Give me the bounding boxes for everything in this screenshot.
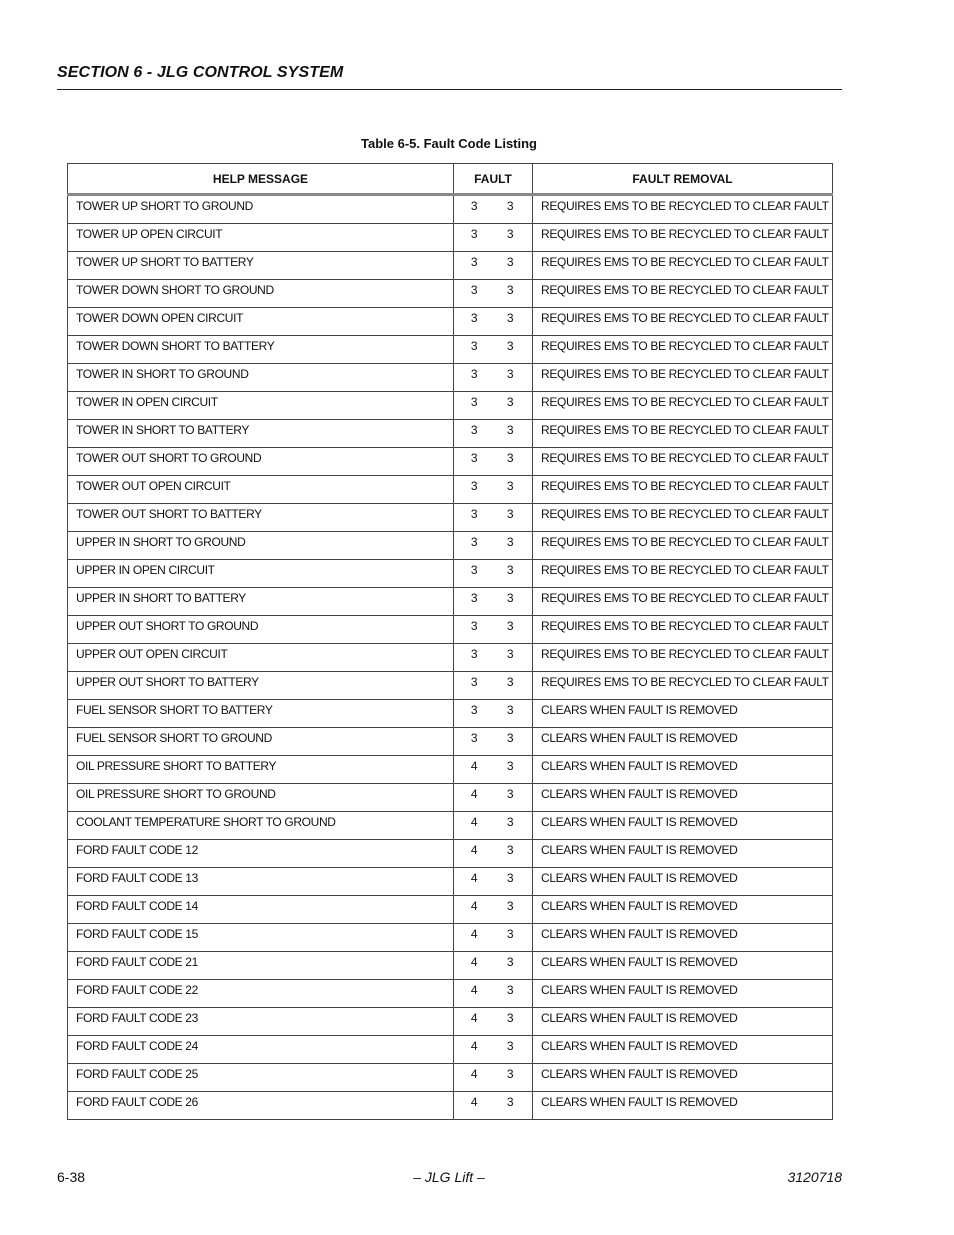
- page-number: 6-38: [57, 1169, 86, 1185]
- fault-flash-second: 3: [506, 675, 514, 689]
- fault-cell: [454, 1064, 533, 1092]
- fault-flash-first: 3: [470, 619, 478, 633]
- table-row: [68, 728, 833, 756]
- fault-removal-cell: REQUIRES EMS TO BE RECYCLED TO CLEAR FAULT: [533, 364, 833, 392]
- table-row: [68, 700, 833, 728]
- fault-flash-first: 4: [470, 1039, 478, 1053]
- fault-removal-cell: REQUIRES EMS TO BE RECYCLED TO CLEAR FAULT: [533, 560, 833, 588]
- help-message-cell: FORD FAULT CODE 25: [68, 1064, 454, 1092]
- table-row: [68, 924, 833, 952]
- fault-flash-second: 3: [506, 759, 514, 773]
- table-row: [68, 588, 833, 616]
- help-message-cell: FUEL SENSOR SHORT TO BATTERY: [68, 700, 454, 728]
- fault-cell: [454, 868, 533, 896]
- fault-removal-cell: REQUIRES EMS TO BE RECYCLED TO CLEAR FAULT: [533, 308, 833, 336]
- help-message-cell: TOWER DOWN SHORT TO BATTERY: [68, 336, 454, 364]
- header-rule: [57, 89, 842, 90]
- fault-flash-second: 3: [506, 647, 514, 661]
- fault-flash-first: 4: [470, 1095, 478, 1109]
- table-row: [68, 1036, 833, 1064]
- fault-flash-first: 3: [470, 339, 478, 353]
- help-message-cell: UPPER IN SHORT TO GROUND: [68, 532, 454, 560]
- fault-removal-cell: CLEARS WHEN FAULT IS REMOVED: [533, 952, 833, 980]
- fault-removal-cell: CLEARS WHEN FAULT IS REMOVED: [533, 896, 833, 924]
- fault-flash-second: 3: [506, 591, 514, 605]
- fault-flash-second: 3: [506, 395, 514, 409]
- fault-cell: [454, 840, 533, 868]
- column-header-fault-removal: FAULT REMOVAL: [533, 164, 833, 195]
- table-header-row: [68, 164, 833, 195]
- help-message-cell: TOWER OUT OPEN CIRCUIT: [68, 476, 454, 504]
- help-message-cell: FORD FAULT CODE 14: [68, 896, 454, 924]
- fault-cell: [454, 672, 533, 700]
- fault-removal-cell: REQUIRES EMS TO BE RECYCLED TO CLEAR FAULT: [533, 672, 833, 700]
- fault-cell: [454, 532, 533, 560]
- fault-flash-second: 3: [506, 871, 514, 885]
- table-row: [68, 336, 833, 364]
- fault-removal-cell: CLEARS WHEN FAULT IS REMOVED: [533, 868, 833, 896]
- fault-cell: [454, 224, 533, 252]
- help-message-cell: FORD FAULT CODE 23: [68, 1008, 454, 1036]
- fault-cell: [454, 392, 533, 420]
- fault-flash-first: 4: [470, 1011, 478, 1025]
- help-message-cell: TOWER IN OPEN CIRCUIT: [68, 392, 454, 420]
- table-row: [68, 896, 833, 924]
- help-message-cell: FORD FAULT CODE 21: [68, 952, 454, 980]
- help-message-cell: UPPER IN OPEN CIRCUIT: [68, 560, 454, 588]
- document-number: 3120718: [787, 1169, 842, 1185]
- section-header: SECTION 6 - JLG CONTROL SYSTEM: [57, 64, 344, 81]
- table-row: [68, 952, 833, 980]
- fault-removal-cell: REQUIRES EMS TO BE RECYCLED TO CLEAR FAULT: [533, 448, 833, 476]
- fault-flash-second: 3: [506, 619, 514, 633]
- fault-removal-cell: REQUIRES EMS TO BE RECYCLED TO CLEAR FAULT: [533, 195, 833, 224]
- help-message-cell: TOWER DOWN SHORT TO GROUND: [68, 280, 454, 308]
- help-message-cell: TOWER IN SHORT TO GROUND: [68, 364, 454, 392]
- table-row: [68, 644, 833, 672]
- help-message-cell: TOWER UP SHORT TO BATTERY: [68, 252, 454, 280]
- fault-flash-second: 3: [506, 339, 514, 353]
- column-header-help-message: HELP MESSAGE: [68, 164, 454, 195]
- help-message-cell: TOWER OUT SHORT TO BATTERY: [68, 504, 454, 532]
- fault-removal-cell: REQUIRES EMS TO BE RECYCLED TO CLEAR FAULT: [533, 392, 833, 420]
- fault-flash-second: 3: [506, 311, 514, 325]
- fault-cell: [454, 812, 533, 840]
- fault-flash-second: 3: [506, 227, 514, 241]
- fault-flash-second: 3: [506, 423, 514, 437]
- table-row: [68, 364, 833, 392]
- fault-flash-first: 4: [470, 899, 478, 913]
- fault-flash-second: 3: [506, 535, 514, 549]
- fault-flash-first: 3: [470, 423, 478, 437]
- fault-flash-first: 4: [470, 759, 478, 773]
- fault-removal-cell: REQUIRES EMS TO BE RECYCLED TO CLEAR FAULT: [533, 616, 833, 644]
- fault-flash-second: 3: [506, 199, 514, 213]
- fault-flash-second: 3: [506, 843, 514, 857]
- fault-flash-first: 3: [470, 227, 478, 241]
- fault-flash-first: 4: [470, 843, 478, 857]
- fault-cell: [454, 784, 533, 812]
- fault-flash-first: 3: [470, 647, 478, 661]
- fault-flash-first: 3: [470, 591, 478, 605]
- fault-flash-first: 4: [470, 927, 478, 941]
- fault-cell: [454, 280, 533, 308]
- help-message-cell: UPPER IN SHORT TO BATTERY: [68, 588, 454, 616]
- fault-cell: [454, 476, 533, 504]
- table-row: [68, 840, 833, 868]
- fault-flash-first: 3: [470, 479, 478, 493]
- table-row: [68, 1064, 833, 1092]
- fault-flash-second: 3: [506, 507, 514, 521]
- help-message-cell: UPPER OUT SHORT TO GROUND: [68, 616, 454, 644]
- fault-cell: [454, 728, 533, 756]
- fault-flash-first: 3: [470, 199, 478, 213]
- fault-flash-second: 3: [506, 1039, 514, 1053]
- fault-removal-cell: REQUIRES EMS TO BE RECYCLED TO CLEAR FAULT: [533, 644, 833, 672]
- fault-removal-cell: REQUIRES EMS TO BE RECYCLED TO CLEAR FAULT: [533, 224, 833, 252]
- fault-flash-first: 3: [470, 507, 478, 521]
- help-message-cell: OIL PRESSURE SHORT TO BATTERY: [68, 756, 454, 784]
- table-row: [68, 980, 833, 1008]
- fault-cell: [454, 420, 533, 448]
- fault-flash-second: 3: [506, 255, 514, 269]
- fault-removal-cell: CLEARS WHEN FAULT IS REMOVED: [533, 784, 833, 812]
- help-message-cell: FORD FAULT CODE 12: [68, 840, 454, 868]
- table-row: [68, 868, 833, 896]
- table-row: [68, 1008, 833, 1036]
- fault-flash-second: 3: [506, 1095, 514, 1109]
- fault-cell: [454, 980, 533, 1008]
- fault-removal-cell: REQUIRES EMS TO BE RECYCLED TO CLEAR FAULT: [533, 280, 833, 308]
- table-row: [68, 504, 833, 532]
- fault-cell: [454, 1092, 533, 1120]
- fault-removal-cell: REQUIRES EMS TO BE RECYCLED TO CLEAR FAULT: [533, 476, 833, 504]
- table-row: [68, 560, 833, 588]
- fault-flash-second: 3: [506, 1011, 514, 1025]
- table-row: [68, 195, 833, 224]
- fault-flash-second: 3: [506, 367, 514, 381]
- fault-removal-cell: CLEARS WHEN FAULT IS REMOVED: [533, 700, 833, 728]
- help-message-cell: OIL PRESSURE SHORT TO GROUND: [68, 784, 454, 812]
- fault-removal-cell: CLEARS WHEN FAULT IS REMOVED: [533, 1008, 833, 1036]
- fault-flash-second: 3: [506, 927, 514, 941]
- fault-flash-second: 3: [506, 1067, 514, 1081]
- fault-flash-first: 4: [470, 1067, 478, 1081]
- fault-flash-second: 3: [506, 451, 514, 465]
- column-header-fault: FAULT: [454, 164, 533, 195]
- fault-removal-cell: CLEARS WHEN FAULT IS REMOVED: [533, 1092, 833, 1120]
- fault-removal-cell: CLEARS WHEN FAULT IS REMOVED: [533, 728, 833, 756]
- fault-flash-first: 4: [470, 787, 478, 801]
- fault-removal-cell: REQUIRES EMS TO BE RECYCLED TO CLEAR FAULT: [533, 420, 833, 448]
- fault-code-table: [67, 163, 833, 1120]
- fault-removal-cell: REQUIRES EMS TO BE RECYCLED TO CLEAR FAULT: [533, 336, 833, 364]
- fault-removal-cell: REQUIRES EMS TO BE RECYCLED TO CLEAR FAULT: [533, 252, 833, 280]
- fault-cell: [454, 588, 533, 616]
- table-title: Table 6-5. Fault Code Listing: [361, 136, 537, 151]
- table-row: [68, 280, 833, 308]
- fault-flash-second: 3: [506, 731, 514, 745]
- help-message-cell: TOWER IN SHORT TO BATTERY: [68, 420, 454, 448]
- fault-flash-first: 3: [470, 255, 478, 269]
- fault-cell: [454, 560, 533, 588]
- table-row: [68, 252, 833, 280]
- table-row: [68, 1092, 833, 1120]
- footer-publisher: – JLG Lift –: [413, 1169, 485, 1185]
- help-message-cell: UPPER OUT SHORT TO BATTERY: [68, 672, 454, 700]
- table-row: [68, 224, 833, 252]
- fault-cell: [454, 195, 533, 224]
- table-row: [68, 616, 833, 644]
- help-message-cell: FORD FAULT CODE 24: [68, 1036, 454, 1064]
- table-row: [68, 532, 833, 560]
- table-row: [68, 420, 833, 448]
- help-message-cell: COOLANT TEMPERATURE SHORT TO GROUND: [68, 812, 454, 840]
- fault-removal-cell: CLEARS WHEN FAULT IS REMOVED: [533, 812, 833, 840]
- help-message-cell: TOWER UP OPEN CIRCUIT: [68, 224, 454, 252]
- fault-cell: [454, 504, 533, 532]
- fault-flash-first: 3: [470, 563, 478, 577]
- fault-flash-first: 4: [470, 815, 478, 829]
- fault-flash-first: 3: [470, 535, 478, 549]
- help-message-cell: FORD FAULT CODE 22: [68, 980, 454, 1008]
- fault-flash-second: 3: [506, 703, 514, 717]
- fault-flash-first: 4: [470, 955, 478, 969]
- fault-cell: [454, 308, 533, 336]
- fault-removal-cell: CLEARS WHEN FAULT IS REMOVED: [533, 924, 833, 952]
- fault-removal-cell: REQUIRES EMS TO BE RECYCLED TO CLEAR FAULT: [533, 588, 833, 616]
- fault-removal-cell: REQUIRES EMS TO BE RECYCLED TO CLEAR FAULT: [533, 532, 833, 560]
- table-body: [68, 195, 833, 1120]
- help-message-cell: UPPER OUT OPEN CIRCUIT: [68, 644, 454, 672]
- table-row: [68, 448, 833, 476]
- table-row: [68, 784, 833, 812]
- fault-flash-second: 3: [506, 983, 514, 997]
- fault-cell: [454, 252, 533, 280]
- fault-flash-first: 3: [470, 703, 478, 717]
- fault-removal-cell: REQUIRES EMS TO BE RECYCLED TO CLEAR FAULT: [533, 504, 833, 532]
- fault-flash-second: 3: [506, 787, 514, 801]
- help-message-cell: TOWER DOWN OPEN CIRCUIT: [68, 308, 454, 336]
- help-message-cell: FORD FAULT CODE 13: [68, 868, 454, 896]
- table-row: [68, 308, 833, 336]
- table-row: [68, 392, 833, 420]
- help-message-cell: FORD FAULT CODE 15: [68, 924, 454, 952]
- fault-flash-first: 3: [470, 731, 478, 745]
- fault-flash-second: 3: [506, 955, 514, 969]
- fault-flash-second: 3: [506, 479, 514, 493]
- table-row: [68, 756, 833, 784]
- fault-removal-cell: CLEARS WHEN FAULT IS REMOVED: [533, 756, 833, 784]
- fault-removal-cell: CLEARS WHEN FAULT IS REMOVED: [533, 840, 833, 868]
- fault-cell: [454, 952, 533, 980]
- help-message-cell: FUEL SENSOR SHORT TO GROUND: [68, 728, 454, 756]
- help-message-cell: TOWER UP SHORT TO GROUND: [68, 195, 454, 224]
- fault-flash-second: 3: [506, 815, 514, 829]
- fault-flash-first: 4: [470, 983, 478, 997]
- fault-removal-cell: CLEARS WHEN FAULT IS REMOVED: [533, 1064, 833, 1092]
- fault-cell: [454, 364, 533, 392]
- fault-cell: [454, 924, 533, 952]
- table-row: [68, 672, 833, 700]
- help-message-cell: FORD FAULT CODE 26: [68, 1092, 454, 1120]
- table-row: [68, 476, 833, 504]
- fault-flash-second: 3: [506, 283, 514, 297]
- fault-cell: [454, 756, 533, 784]
- fault-cell: [454, 1008, 533, 1036]
- fault-flash-first: 3: [470, 283, 478, 297]
- fault-cell: [454, 616, 533, 644]
- table-row: [68, 812, 833, 840]
- help-message-cell: TOWER OUT SHORT TO GROUND: [68, 448, 454, 476]
- fault-cell: [454, 1036, 533, 1064]
- fault-flash-first: 3: [470, 675, 478, 689]
- fault-flash-first: 3: [470, 311, 478, 325]
- fault-flash-first: 3: [470, 395, 478, 409]
- fault-cell: [454, 700, 533, 728]
- fault-flash-first: 3: [470, 367, 478, 381]
- fault-cell: [454, 336, 533, 364]
- fault-cell: [454, 644, 533, 672]
- fault-flash-second: 3: [506, 899, 514, 913]
- fault-flash-first: 3: [470, 451, 478, 465]
- fault-flash-second: 3: [506, 563, 514, 577]
- fault-flash-first: 4: [470, 871, 478, 885]
- fault-cell: [454, 448, 533, 476]
- fault-cell: [454, 896, 533, 924]
- fault-removal-cell: CLEARS WHEN FAULT IS REMOVED: [533, 980, 833, 1008]
- fault-removal-cell: CLEARS WHEN FAULT IS REMOVED: [533, 1036, 833, 1064]
